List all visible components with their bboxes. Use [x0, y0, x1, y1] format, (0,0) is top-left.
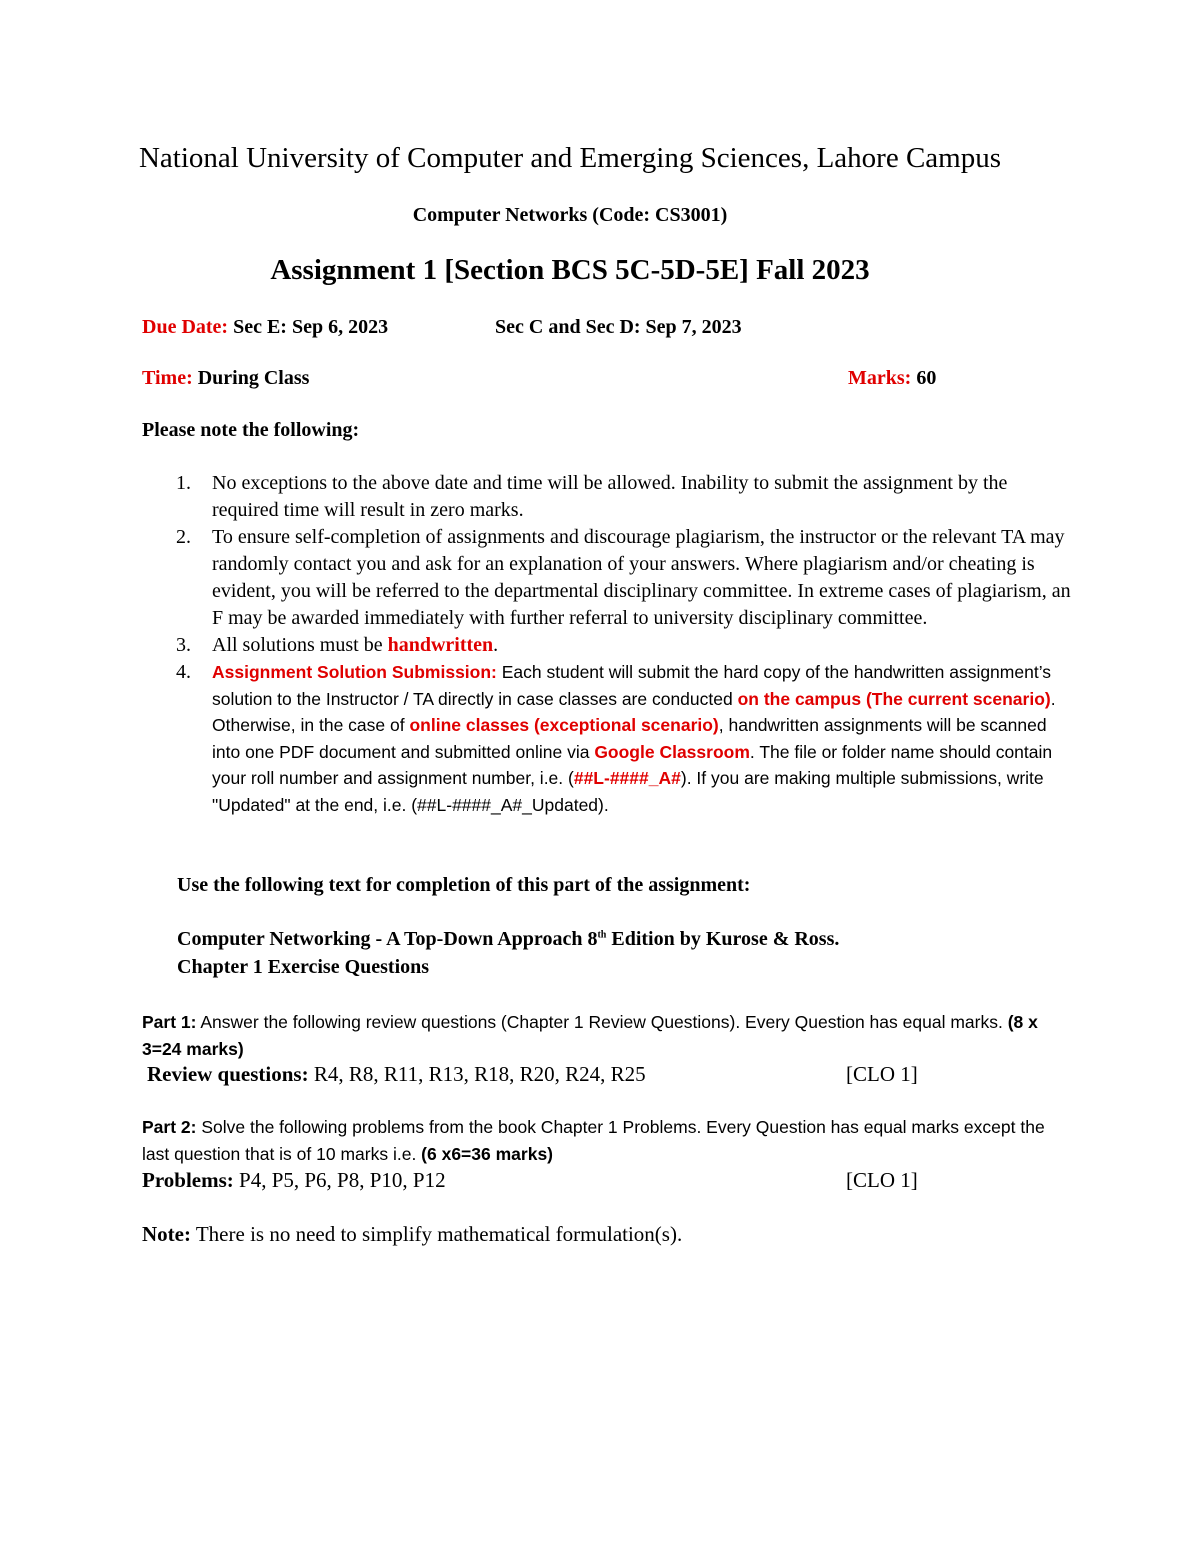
list-item: [142, 524, 1072, 632]
part2-marks: (6 x6=36 marks): [421, 1143, 554, 1164]
submission-text-5: ). If you are making multiple submissions, write "Updated" at the end, i.e. (##L-####_A#_Updated).: [212, 768, 1044, 815]
note-text: There is no need to simplify mathematical formulation(s).: [190, 1222, 683, 1246]
list-number: 4.: [176, 661, 191, 683]
marks-value: 60: [916, 367, 937, 389]
submission-text-2: . Otherwise, in the case of: [212, 688, 1056, 735]
part2-text: Solve the following problems from the book Chapter 1 Problems. Every Question has equal marks except the last question that is of 10 marks i.e.: [142, 1117, 1045, 1164]
part2-description: [142, 1114, 1072, 1167]
list-item-text: No exceptions to the above date and time will be allowed. Inability to submit the assignment by the required time will result in zero marks.: [212, 472, 1008, 521]
part2-label: Part 2:: [142, 1117, 197, 1137]
problems-label: Problems:: [142, 1168, 234, 1192]
part2-clo: [CLO 1]: [846, 1168, 918, 1192]
problems-list: P4, P5, P6, P8, P10, P12: [233, 1168, 446, 1192]
chapter-title: Chapter 1 Exercise Questions: [177, 956, 430, 978]
due-date-row: [142, 316, 388, 339]
submission-highlight-filename: ##L-####_A#: [573, 768, 681, 788]
list-item: [142, 659, 1072, 818]
university-title: National University of Computer and Emerging Sciences, Lahore Campus: [138, 142, 1001, 174]
notes-heading: Please note the following:: [142, 419, 360, 441]
note-line: [142, 1222, 682, 1247]
submission-text-1: Each student will submit the hard copy of the handwritten assignment’s solution to the Instructor / TA directly in case classes are conducted: [212, 662, 1052, 709]
list-number: 3.: [176, 634, 191, 656]
list-item-text: To ensure self-completion of assignments and discourage plagiarism, the instructor or the relevant TA may randomly contact you and ask for an explanation of your answers. Where plagiarism and/or cheating is evident, you will be referred to the departmental disciplinary committee. In extreme cases of plagiarism, an F may be awarded immediately with further referral to university disciplinary committee.: [212, 526, 1071, 629]
list-item-text-end: .: [493, 634, 499, 656]
submission-highlight-classroom: Google Classroom: [594, 741, 750, 762]
time-row: [142, 367, 309, 390]
marks-row: [848, 367, 936, 390]
review-questions-list: R4, R8, R11, R13, R18, R20, R24, R25: [308, 1062, 646, 1086]
submission-text-4: . The file or folder name should contain your roll number and assignment number, i.e. (: [212, 741, 1053, 788]
part1-description: [142, 1009, 1072, 1062]
book-title: [177, 928, 839, 951]
marks-label: Marks:: [848, 367, 912, 389]
submission-text-3: , handwritten assignments will be scanned into one PDF document and submitted online via: [212, 715, 1047, 762]
list-number: 2.: [176, 526, 191, 548]
list-item-text: All solutions must be: [212, 634, 388, 656]
submission-label: Assignment Solution Submission:: [212, 662, 497, 682]
text-ref-intro: Use the following text for completion of this part of the assignment:: [177, 874, 751, 896]
book-title-a: Computer Networking - A Top-Down Approach 8: [177, 928, 598, 950]
part1-clo: [CLO 1]: [846, 1062, 918, 1086]
due-date-label: Due Date:: [142, 316, 229, 338]
part1-marks: (8 x 3=24 marks): [142, 1012, 1038, 1059]
notes-list: [142, 470, 1072, 818]
part1-label: Part 1:: [142, 1012, 197, 1032]
time-label: Time:: [142, 367, 193, 389]
part1-text: Answer the following review questions (Chapter 1 Review Questions). Every Question has equal marks.: [196, 1012, 1008, 1032]
review-questions-line: [147, 1062, 646, 1087]
due-date-sec-cd: Sec C and Sec D: Sep 7, 2023: [495, 316, 742, 338]
submission-highlight-online: online classes (exceptional scenario): [409, 715, 719, 735]
note-label: Note:: [142, 1222, 191, 1246]
submission-highlight-campus: on the campus (The current scenario): [737, 688, 1051, 709]
course-title: Computer Networks (Code: CS3001): [412, 204, 728, 226]
list-item: [142, 470, 1072, 524]
time-value: During Class: [197, 367, 310, 389]
list-item: [142, 632, 1072, 659]
assignment-title: Assignment 1 [Section BCS 5C-5D-5E] Fall 2023: [270, 254, 870, 286]
due-date-sec-e: Sec E: Sep 6, 2023: [233, 316, 389, 338]
review-questions-label: Review questions:: [147, 1062, 309, 1086]
book-title-b: Edition by Kurose & Ross.: [606, 928, 840, 950]
handwritten-highlight: handwritten: [387, 634, 494, 656]
list-number: 1.: [176, 472, 191, 494]
problems-line: [142, 1168, 446, 1193]
book-edition-sup: th: [597, 929, 607, 941]
